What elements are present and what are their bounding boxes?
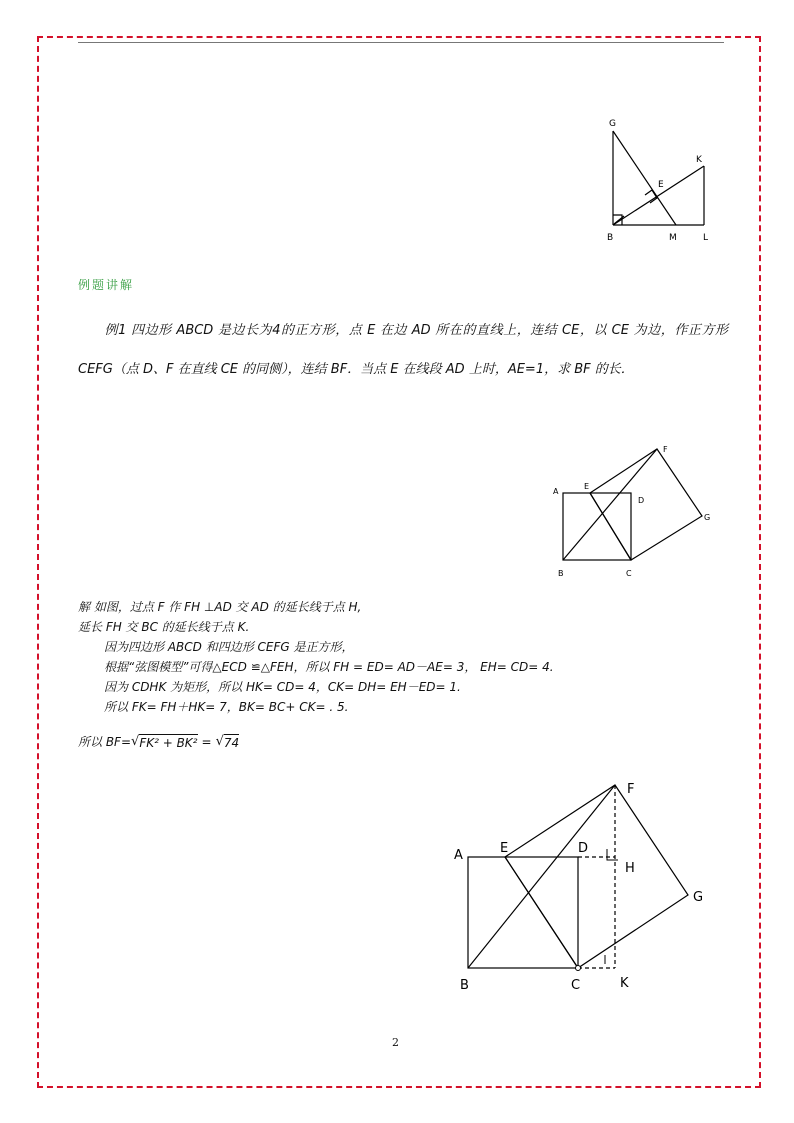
fig3-square-abcd <box>468 857 578 968</box>
solution-line-5: 因为 CDHK 为矩形，所以 HK= CD= 4，CK= DH= EH－ED= 1. <box>104 680 461 694</box>
fig3-label-f: F <box>627 782 635 797</box>
fig3-square-cefg <box>505 785 688 968</box>
fig2-label-d: D <box>638 496 645 505</box>
solution-line-4: 根据“弦图模型”可得△ECD ≌△FEH，所以 FH = ED= AD－AE= 3， EH= CD= 4. <box>104 660 554 674</box>
section-title: 例题讲解 <box>78 278 135 292</box>
fig2-label-c: C <box>626 569 632 578</box>
formula-equals: = <box>201 734 212 749</box>
fig2-label-a: A <box>553 487 559 496</box>
fig1-label-l: L <box>703 233 709 243</box>
solution-line-2: 延长 FH 交 BC 的延长线于点 K. <box>78 620 250 634</box>
formula-radicand: FK² + BK² <box>139 735 198 750</box>
fig2-label-b: B <box>558 569 564 578</box>
fig3-label-g: G <box>693 890 704 905</box>
solution-line-6: 所以 FK= FH＋HK= 7，BK= BC+ CK= . 5. <box>104 700 349 714</box>
fig3-segment-ec <box>505 857 578 968</box>
fig3-label-e: E <box>500 841 509 856</box>
fig2-label-g: G <box>704 513 711 522</box>
fig1-label-b: B <box>607 233 614 243</box>
solution-line-1: 解 如图，过点 F 作 FH ⊥AD 交 AD 的延长线于点 H, <box>78 600 362 614</box>
fig2-label-e: E <box>584 482 590 491</box>
fig3-right-angle-h <box>607 849 618 860</box>
fig3-point-c <box>576 966 581 971</box>
fig3-segment-bf <box>468 785 615 968</box>
fig3-label-a: A <box>454 848 463 863</box>
fig1-label-m: M <box>669 233 677 243</box>
fig1-label-g: G <box>609 119 616 129</box>
fig3-label-c: C <box>571 978 581 993</box>
fig2-label-f: F <box>663 445 668 454</box>
sqrt-sign: √ <box>131 734 140 749</box>
fig3-label-h: H <box>625 861 635 876</box>
fig1-label-k: K <box>696 155 702 165</box>
sqrt-sign-result: √ <box>215 734 224 749</box>
fig3-label-d: D <box>578 841 589 856</box>
formula-prefix: 所以 BF= <box>78 735 132 749</box>
fig1-label-e: E <box>658 180 664 190</box>
solution-line-3: 因为四边形 ABCD 和四边形 CEFG 是正方形， <box>104 640 354 654</box>
page-number: 2 <box>392 1036 399 1049</box>
problem-text: 例1 四边形 ABCD 是边长为4的正方形，点 E 在边 AD 所在的直线上，连结 CE，以 CE 为边，作正方形 CEFG（点 D、F 在直线 CE 的同侧），连结 BF．当点 E 在线段 AD 上时，AE=1，求 BF 的长． <box>78 323 728 377</box>
fig3-label-b: B <box>460 978 469 993</box>
formula-result: 74 <box>223 735 240 750</box>
fig3-label-k: K <box>620 976 629 991</box>
